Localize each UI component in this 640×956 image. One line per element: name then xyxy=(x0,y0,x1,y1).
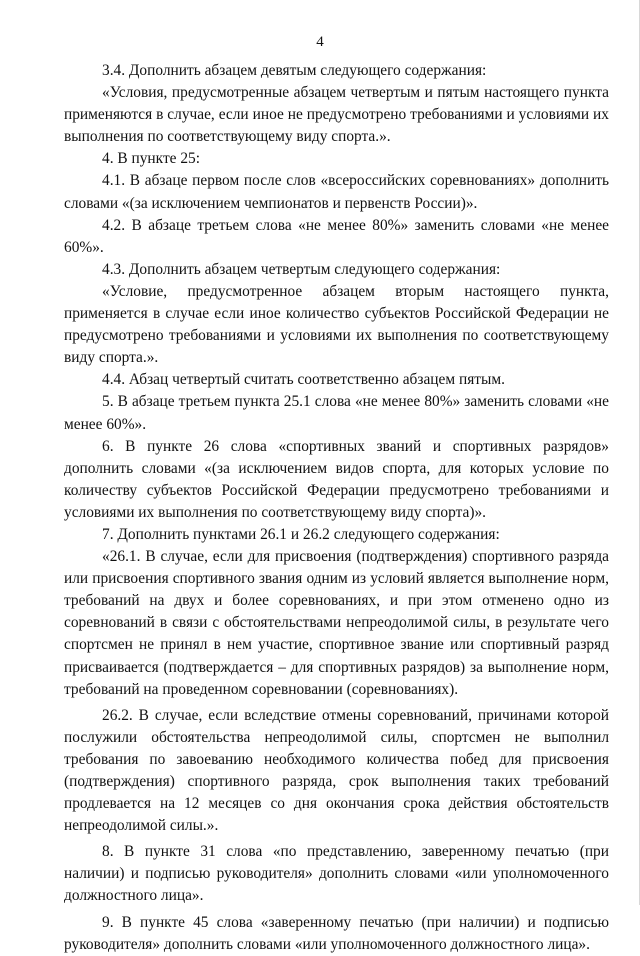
paragraph-3-4-quote: «Условия, предусмотренные абзацем четвертым и пятым настоящего пункта применяются в случае, если иное не предусмотрено требованиями и условиями их выполнения по соответствующему виду спорта.». xyxy=(64,84,609,146)
paragraph-7: 7. Дополнить пунктами 26.1 и 26.2 следующего содержания: xyxy=(102,525,500,543)
paragraph-6: 6. В пункте 26 слова «спортивных званий и спортивных разрядов» дополнить словами «(за исключением видов спорта, для которых условие по количеству субъектов Российской Федерации предусмотрено требованиями и условиями их выполнения по соответствующему виду спорта)». xyxy=(64,437,609,521)
paragraph-3-4: 3.4. Дополнить абзацем девятым следующего содержания: xyxy=(102,62,487,79)
paragraph-4: 4. В пункте 25: xyxy=(102,150,201,168)
paragraph-4-1: 4.1. В абзаце первом после слов «всероссийских соревнованиях» дополнить словами «(за исключением чемпионатов и первенств России)». xyxy=(64,172,609,212)
paragraph-4-3-quote: «Условие, предусмотренное абзацем вторым настоящего пункта, применяется в случае если иное количество субъектов Российской Федерации не предусмотрено требованиями и условиями их выполнения по соответствующему виду спорта.». xyxy=(64,282,609,367)
paragraph-26-2: 26.2. В случае, если вследствие отмены соревнований, причинами которой послужили обстоятельства непреодолимой силы, спортсмен не выполнил требования по завоеванию необходимого количества побед для присвоения (подтверждения) спортивного разряда, срок выполнения таких требований продлевается на 12 месяцев со дня окончания срока действия обстоятельств непреодолимой силы.». xyxy=(64,706,609,835)
paragraph-26-1: «26.1. В случае, если для присвоения (подтверждения) спортивного разряда или присвоения спортивного звания одним из условий является выполнение норм, требований на двух и более соревнованиях, и при этом отменено одно из соревнований в связи с обстоятельствами непреодолимой силы, в результате чего спортсмен не принял в нем участие, спортивное звание или спортивный разряд присваивается (подтверждается – для спортивных разрядов) за выполнение норм, требований на проведенном соревновании (соревнованиях). xyxy=(64,548,609,698)
paragraph-4-3: 4.3. Дополнить абзацем четвертым следующего содержания: xyxy=(102,260,501,278)
paragraph-4-2: 4.2. В абзаце третьем слова «не менее 80%» заменить словами «не менее 60%». xyxy=(64,216,609,256)
paragraph-4-4: 4.4. Абзац четвертый считать соответственно абзацем пятым. xyxy=(102,371,505,389)
page-number: 4 xyxy=(316,34,324,50)
paragraph-9: 9. В пункте 45 слова «заверенному печатью (при наличии) и подписью руководителя» дополнить словами «или уполномоченного должностного лица». xyxy=(64,913,609,953)
paragraph-8: 8. В пункте 31 слова «по представлению, заверенному печатью (при наличии) и подписью руководителя» дополнить словами «или уполномоченного должностного лица». xyxy=(64,843,609,905)
paragraph-5: 5. В абзаце третьем пункта 25.1 слова «не менее 80%» заменить словами «не менее 60%». xyxy=(64,393,609,433)
document-body xyxy=(64,60,609,956)
